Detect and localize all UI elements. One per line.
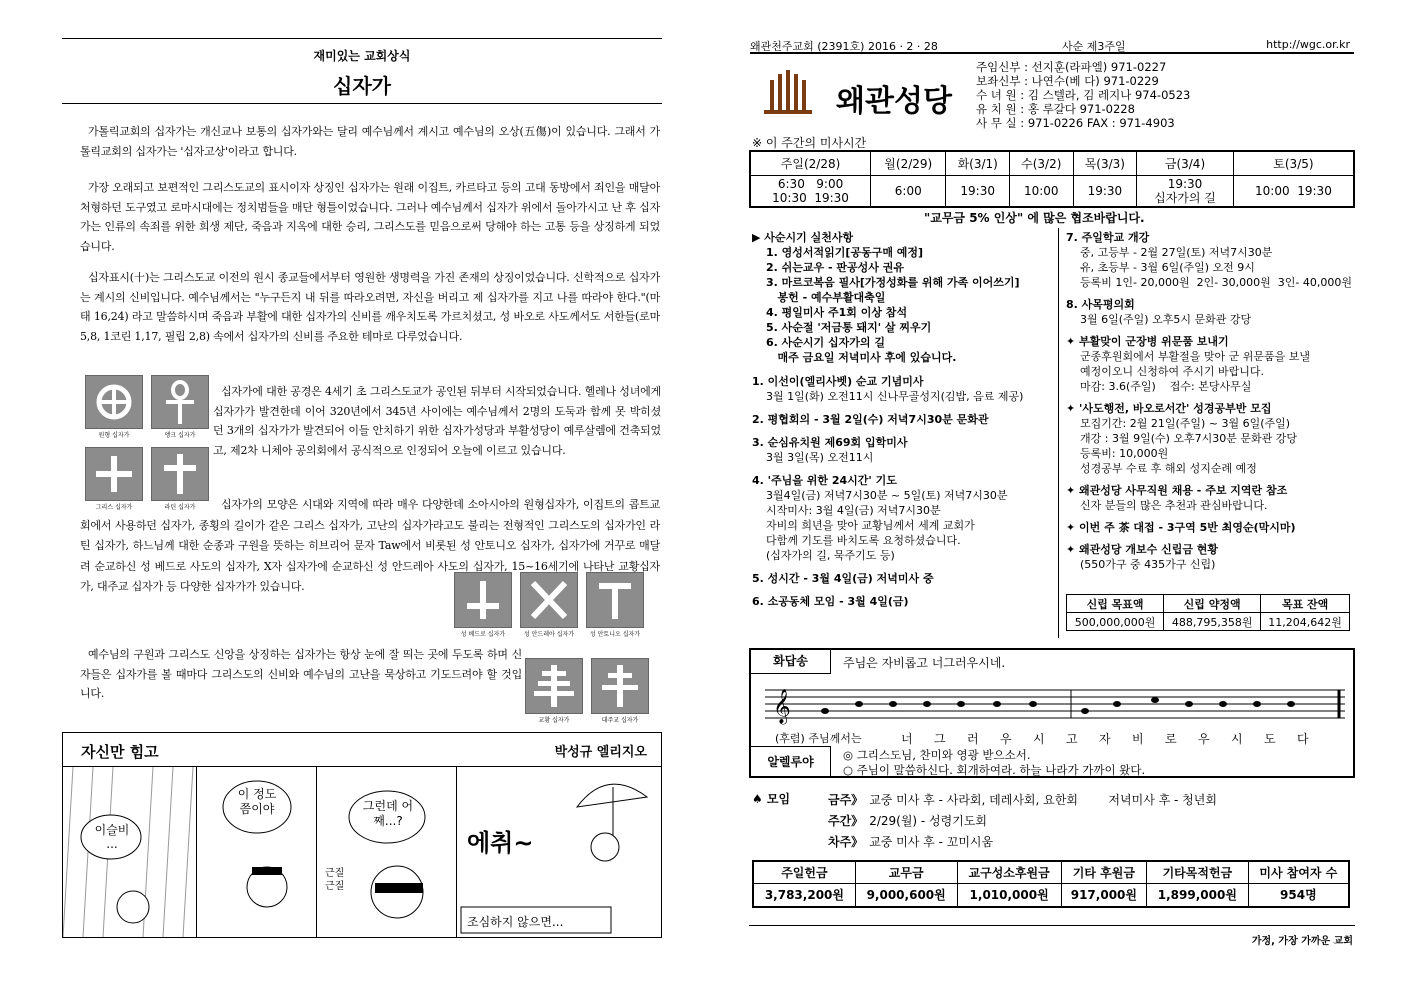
notice-detail: 군종후원회에서 부활절을 맞아 군 위문품을 보낼 예정이오니 신청하여 주시기 바랍니다. 마감: 3.6(주일) 접수: 본당사무실 bbox=[1080, 350, 1311, 393]
notice-item bbox=[752, 412, 1056, 427]
cross-grid-2 bbox=[452, 572, 648, 644]
psalm-lyrics bbox=[901, 730, 1341, 747]
notice-title: 2. 평협회의 - 3월 2일(수) 저녁7시30분 문화관 bbox=[752, 413, 989, 426]
peter-cross-icon bbox=[454, 572, 512, 628]
lent-list: 1. 영성서적읽기[공동구매 예정] 2. 쉬는교우 - 판공성사 권유 3. 마르코복음 필사[가정성화를 위해 가족 이어쓰기] 봉헌 - 예수부활대축일 4. 평일미사 주1회 이상 참석 5. 사순절 '저금통 돼지' 살 찌우기 6. 사순시기 십자가의 길 매주 금요일 저녁미사 후에 있습니다. bbox=[766, 246, 1020, 364]
para-2: 가장 오래되고 보편적인 그리스도교의 표시이자 상징인 십자가는 원래 이집트, 카르타고 등의 고대 동방에서 죄인을 매달아 처형하던 도구였고 로마시대에는 정치범들을 매단 형틀이었습니다. 그러나 예수님께서 십자가 위에서 돌아가시고 난 후 십자가는 인류의 속죄를 위한 희생 제단, 죽음과 지옥에 대한 승리, 그리스도를 믿음으로써 당해야 하는 고통 등을 상징하게 되었습니다. bbox=[80, 181, 660, 253]
mass-day-cell: 수(3/2) bbox=[1010, 151, 1074, 175]
meeting-key: 금주》 bbox=[828, 793, 864, 807]
cross-caption: 원형 십자가 bbox=[98, 432, 130, 439]
footer-slogan: 가정, 가장 가까운 교회 bbox=[1251, 936, 1353, 947]
meeting-value: 교중 미사 후 - 사라회, 데레사회, 요한회 저녁미사 후 - 청년회 bbox=[869, 793, 1217, 807]
lyric-syllable: 고 bbox=[1066, 732, 1078, 746]
comic-author: 박성규 엘리지오 bbox=[554, 745, 647, 760]
alleluia-line: ◎ 그리스도님, 찬미와 영광 받으소서. bbox=[843, 748, 1031, 762]
cross-caption: 성 안드레아 십자가 bbox=[523, 631, 575, 638]
notice-title: 8. 사목평의회 bbox=[1066, 298, 1135, 311]
meeting-value: 2/29(월) - 성령기도회 bbox=[869, 814, 988, 828]
offering-header-cell: 미사 참여자 수 bbox=[1248, 861, 1349, 883]
lyric-syllable: 시 bbox=[1033, 732, 1045, 746]
speech-bubble: 이슬비 ... bbox=[94, 823, 130, 851]
speech-bubble: 그런데 어째...? bbox=[362, 799, 414, 828]
notice-title: 5. 성시간 - 3월 4일(금) 저녁미사 중 bbox=[752, 572, 934, 585]
comic-sfx: 근질 근질 bbox=[325, 868, 345, 892]
comic-panel-1 bbox=[63, 767, 197, 937]
mass-time-cell: 19:30 bbox=[946, 175, 1010, 207]
round-cross-icon bbox=[85, 375, 143, 429]
offering-value-cell: 954명 bbox=[1248, 883, 1349, 907]
notice-item bbox=[1066, 483, 1356, 513]
offering-header-cell: 기타목적헌금 bbox=[1147, 861, 1249, 883]
notice-detail: 3월4일(금) 저녁7시30분 ~ 5일(토) 저녁7시30분 시작미사: 3월 4일(금) 저녁7시30분 자비의 희년을 맞아 교황님께서 세계 교회가 다함께 기도를 바치도록 요청하셨습니다. (십자가의 길, 묵주기도 등) bbox=[766, 489, 1008, 562]
notice-title: 4. '주님을 위한 24시간' 기도 bbox=[752, 474, 897, 487]
cross-caption: 성 안토니오 십자가 bbox=[589, 631, 641, 638]
psalm-refrain: (후렴) 주님께서는 bbox=[775, 732, 862, 745]
comic-sneeze: 에취~ bbox=[467, 829, 534, 857]
staff-list bbox=[976, 60, 1336, 130]
papal-cross-icon bbox=[525, 658, 583, 714]
notice-item bbox=[752, 594, 1056, 609]
liturgical-week: 사순 제3주일 bbox=[1062, 40, 1126, 53]
notice-item bbox=[1066, 230, 1356, 290]
cross-caption: 앵크 십자가 bbox=[164, 432, 196, 439]
offering-table bbox=[752, 860, 1350, 908]
mass-time-cell: 19:30 십자가의 길 bbox=[1137, 175, 1234, 207]
meeting-row bbox=[828, 790, 1348, 811]
notice-title: 3. 순심유치원 제69회 입학미사 bbox=[752, 436, 908, 449]
speech-bubble: 이 정도 쯤이야 bbox=[237, 787, 277, 816]
fund-header-cell: 신립 목표액 bbox=[1067, 595, 1164, 613]
comic-panel-3 bbox=[317, 767, 457, 937]
notice-title: ✦ '사도행전, 바오로서간' 성경공부반 모집 bbox=[1066, 402, 1272, 415]
lent-practice bbox=[752, 230, 1052, 365]
archbishop-cross-icon bbox=[591, 658, 649, 714]
mass-schedule-table bbox=[749, 150, 1355, 208]
fund-header-row bbox=[1067, 595, 1350, 613]
mass-day-cell: 토(3/5) bbox=[1233, 151, 1354, 175]
latin-cross-icon bbox=[151, 447, 209, 501]
column-divider bbox=[1058, 228, 1059, 638]
alleluia-text bbox=[843, 748, 1145, 778]
greek-cross-icon bbox=[85, 447, 143, 501]
cross-grid-3 bbox=[525, 658, 649, 730]
meeting-key: 차주》 bbox=[828, 835, 864, 849]
cross-caption: 성 베드로 십자가 bbox=[460, 631, 506, 638]
mass-time-cell: 19:30 bbox=[1073, 175, 1137, 207]
fund-value-cell: 500,000,000원 bbox=[1067, 613, 1164, 631]
notice-detail: (550가구 중 435가구 신립) bbox=[1080, 558, 1216, 571]
mass-time-cell: 6:30 9:00 10:30 19:30 bbox=[750, 175, 871, 207]
notice-item bbox=[1066, 542, 1356, 572]
music-staff bbox=[765, 680, 1345, 730]
notice-title: 1. 이선이(엘리사벳) 순교 기념미사 bbox=[752, 375, 924, 388]
cross-caption: 교황 십자가 bbox=[538, 717, 570, 724]
left-subtitle: 재미있는 교회상식 bbox=[313, 49, 411, 63]
notice-title: ✦ 부활맞이 군장병 위문품 보내기 bbox=[1066, 335, 1229, 348]
notice-detail: 중, 고등부 - 2월 27일(토) 저녁7시30분 유, 초등부 - 3월 6일(주일) 오전 9시 등록비 1인- 20,000원 2인- 30,000원 3인- 40,000원 bbox=[1080, 246, 1352, 289]
mass-day-cell: 월(2/29) bbox=[871, 151, 946, 175]
offering-header-cell: 기타 후원금 bbox=[1061, 861, 1146, 883]
notice-item bbox=[1066, 334, 1356, 394]
para-4: 십자가에 대한 공경은 4세기 초 그리스도교가 공인된 뒤부터 시작되었습니다. 헬레나 성녀에게 십자가가 발견한데 이어 320년에서 345년 사이에는 예수님께서 2명의 도둑과 함께 못 박히셨던 3개의 십자가가 발견되어 이들 안치하기 위한 십자가성당과 부활성당이 예루살렘에 건축되었고, 제2차 니체아 공의회에서 공식적으로 인정되어 오늘에 이르고 있습니다. bbox=[213, 385, 661, 457]
lyric-syllable: 우 bbox=[1000, 732, 1012, 746]
offering-value-cell: 9,000,600원 bbox=[855, 883, 957, 907]
mass-day-cell: 화(3/1) bbox=[946, 151, 1010, 175]
lyric-syllable: 우 bbox=[1198, 732, 1210, 746]
lent-title: ▶ 사순시기 실천사항 bbox=[752, 231, 854, 244]
notices-left bbox=[752, 374, 1056, 617]
notice-item bbox=[1066, 297, 1356, 327]
comic-title-bar bbox=[63, 733, 661, 767]
fund-value-cell: 11,204,642원 bbox=[1261, 613, 1350, 631]
church-name: 왜관성당 bbox=[836, 84, 952, 119]
lyric-syllable: 로 bbox=[1165, 732, 1177, 746]
cross-caption: 라틴 십자가 bbox=[164, 504, 196, 511]
notice-detail: 3월 1일(화) 오전11시 신나무골성지(김밥, 음료 제공) bbox=[766, 390, 1024, 403]
cross-caption: 대주교 십자가 bbox=[601, 717, 639, 724]
mass-day-cell: 금(3/4) bbox=[1137, 151, 1234, 175]
meeting-row bbox=[828, 832, 1348, 853]
meeting-list bbox=[828, 790, 1348, 853]
church-url[interactable]: http://wgc.or.kr bbox=[1266, 38, 1350, 51]
lyric-syllable: 러 bbox=[967, 732, 979, 746]
alleluia-label: 알렐루야 bbox=[751, 746, 831, 778]
bulletin-header-line bbox=[750, 38, 1354, 54]
cross-grid-1 bbox=[85, 375, 209, 515]
para-5: 십자가의 모양은 시대와 지역에 따라 매우 다양한데 소아시아의 원형십자가, 이집트의 콥트교회에서 사용하던 십자가, 종횡의 길이가 같은 그리스 십자가, 고난의 십자가라고도 불리는 전형적인 그리스도의 십자가인 라틴 십자가, 하느님께 대한 순종과 구원을 뜻하는 히브리어 문자 Taw에서 비롯된 성 안토니오 십자가, 십자가에 거꾸로 매달려 순교하신 성 베드로 사도의 십자가, X자 십자가에 순교하신 성 안드레아 사도의 십자가, 15~16세기에 나타난 교황십자가, 대주교 십자가 등 다양한 십자가가 있습니다. bbox=[80, 498, 660, 593]
cross-caption: 그리스 십자가 bbox=[95, 504, 133, 511]
left-title: 십자가 bbox=[333, 74, 391, 98]
mass-time-cell: 10:00 19:30 bbox=[1233, 175, 1354, 207]
notices-right bbox=[1066, 230, 1356, 579]
notice-title: ✦ 왜관성당 개보수 신립금 현황 bbox=[1066, 543, 1219, 556]
comic-panel-4 bbox=[457, 767, 661, 937]
alleluia-line: ○ 주님이 말씀하신다. 회개하여라. 하늘 나라가 가까이 왔다. bbox=[843, 763, 1146, 777]
notice-title: 6. 소공동체 모임 - 3월 4일(금) bbox=[752, 595, 909, 608]
mass-time-cell: 10:00 bbox=[1010, 175, 1074, 207]
left-header bbox=[62, 38, 662, 104]
comic-panel-2 bbox=[197, 767, 317, 937]
comic-strip bbox=[62, 732, 662, 938]
mass-time-cell: 6:00 bbox=[871, 175, 946, 207]
psalm-label: 화답송 bbox=[751, 650, 831, 674]
staff-line: 주임신부 : 선지훈(라파엘) 971-0227 bbox=[976, 60, 1167, 74]
footer-rule bbox=[749, 925, 1355, 926]
church-logo bbox=[760, 66, 816, 124]
ankh-cross-icon bbox=[151, 375, 209, 429]
mass-day-cell: 목(3/3) bbox=[1073, 151, 1137, 175]
staff-line: 수 녀 원 : 김 스텔라, 김 레지나 974-0523 bbox=[976, 88, 1191, 102]
svg-text:𝄞: 𝄞 bbox=[773, 689, 791, 724]
mass-days-row bbox=[750, 151, 1354, 175]
offering-value-cell: 1,899,000원 bbox=[1147, 883, 1249, 907]
psalm-box bbox=[749, 648, 1355, 778]
notice-detail: 3월 6일(주일) 오후5시 문화관 강당 bbox=[1080, 313, 1252, 326]
rain-drawing bbox=[63, 767, 197, 937]
mass-day-cell: 주일(2/28) bbox=[750, 151, 871, 175]
mass-title: ※ 이 주간의 미사시간 bbox=[752, 136, 867, 150]
tithe-notice: "교무금 5% 인상" 에 많은 협조바랍니다. bbox=[924, 211, 1145, 225]
notice-title: 7. 주일학교 개강 bbox=[1066, 231, 1150, 244]
notice-item bbox=[1066, 520, 1356, 535]
offering-value-row bbox=[753, 883, 1349, 907]
notice-detail: 신자 분들의 많은 추천과 관심바랍니다. bbox=[1080, 499, 1268, 512]
lyric-syllable: 너 bbox=[901, 732, 913, 746]
psalm-text: 주님은 자비롭고 너그러우시네. bbox=[843, 656, 1006, 670]
notice-title: ✦ 왜관성당 사무직원 채용 - 주보 지역란 참조 bbox=[1066, 484, 1288, 497]
staff-line: 사 무 실 : 971-0226 FAX : 971-4903 bbox=[976, 116, 1175, 130]
offering-value-cell: 1,010,000원 bbox=[957, 883, 1061, 907]
offering-header-row bbox=[753, 861, 1349, 883]
fund-header-cell: 신립 약정액 bbox=[1164, 595, 1261, 613]
meeting-value: 교중 미사 후 - 꼬미시움 bbox=[869, 835, 994, 849]
notice-item bbox=[752, 473, 1056, 563]
staff-line: 보좌신부 : 나연수(베 다) 971-0229 bbox=[976, 74, 1159, 88]
lyric-syllable: 비 bbox=[1132, 732, 1144, 746]
fund-value-row bbox=[1067, 613, 1350, 631]
meeting-row bbox=[828, 811, 1348, 832]
fund-header-cell: 목표 잔액 bbox=[1261, 595, 1350, 613]
offering-header-cell: 교구성소후원금 bbox=[957, 861, 1061, 883]
notice-title: ✦ 이번 주 茶 대접 - 3구역 5반 최영순(막시마) bbox=[1066, 521, 1296, 534]
andrew-cross-icon bbox=[520, 572, 578, 628]
meeting-label: ♠ 모임 bbox=[752, 792, 791, 806]
lyric-syllable: 다 bbox=[1297, 732, 1309, 746]
comic-caption: 조심하지 않으면... bbox=[467, 915, 564, 929]
anthony-cross-icon bbox=[586, 572, 644, 628]
notice-item bbox=[1066, 401, 1356, 476]
notice-detail: 모집기간: 2월 21일(주일) ~ 3월 6일(주일) 개강 : 3월 9일(수) 오후7시30분 문화관 강당 등록비: 10,000원 성경공부 수료 후 해외 성지순례 예정 bbox=[1080, 417, 1298, 475]
lyric-syllable: 도 bbox=[1264, 732, 1276, 746]
issue-info: 왜관천주교회 (2391호) 2016 · 2 · 28 bbox=[750, 40, 938, 53]
para-3: 십자표시(十)는 그리스도교 이전의 원시 종교들에서부터 영원한 생명력을 가진 존재의 상징이었습니다. 신학적으로 십자가는 계시의 신비입니다. 예수님께서는 "누구든지 내 뒤를 따라오려면, 자신을 버리고 제 십자가를 지고 나를 따라야 한다."(마태 16,24) 라고 말씀하시며 죽음과 부활에 대한 십자가의 신비를 깨우치도록 가르치셨고, 성 바오로 사도께서도 서한들(로마 5,8, 1코린 1,17, 필립 2,8) 속에서 십자가의 신비를 주요한 테마로 다루었습니다. bbox=[80, 271, 660, 343]
para-1: 가톨릭교회의 십자가는 개신교나 보통의 십자가와는 달리 예수님께서 계시고 예수님의 오상(五傷)이 있습니다. 그래서 가톨릭교회의 십자가는 '십자고상'이라고 합니다. bbox=[80, 125, 660, 158]
notice-item bbox=[752, 571, 1056, 586]
lyric-syllable: 그 bbox=[934, 732, 946, 746]
fund-table bbox=[1066, 594, 1350, 631]
staff-line: 유 치 원 : 홍 루갈다 971-0228 bbox=[976, 102, 1135, 116]
para-6: 예수님의 구원과 그리스도 신앙을 상징하는 십자가는 항상 눈에 잘 띄는 곳에 두도록 하며 신자들은 십자가를 볼 때마다 그리스도의 신비와 예수님의 고난을 묵상하고 기도드려야 할 것입니다. bbox=[80, 648, 522, 700]
comic-title: 자신만 힘고 bbox=[81, 743, 159, 761]
fund-value-cell: 488,795,358원 bbox=[1164, 613, 1261, 631]
lyric-syllable: 자 bbox=[1099, 732, 1111, 746]
notice-item bbox=[752, 435, 1056, 465]
offering-value-cell: 917,000원 bbox=[1061, 883, 1146, 907]
meeting-key: 주간》 bbox=[828, 814, 864, 828]
notice-detail: 3월 3일(목) 오전11시 bbox=[766, 451, 874, 464]
offering-value-cell: 3,783,200원 bbox=[753, 883, 855, 907]
mass-times-row bbox=[750, 175, 1354, 207]
offering-header-cell: 교무금 bbox=[855, 861, 957, 883]
offering-header-cell: 주일헌금 bbox=[753, 861, 855, 883]
notice-item bbox=[752, 374, 1056, 404]
lyric-syllable: 시 bbox=[1231, 732, 1243, 746]
